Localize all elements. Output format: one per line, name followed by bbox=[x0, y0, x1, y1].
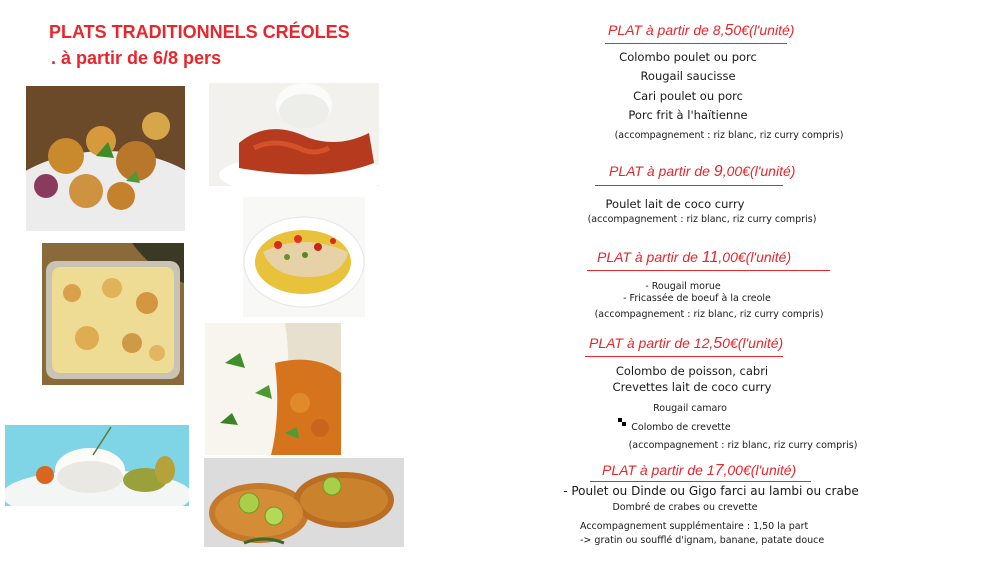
accompaniment-note: (accompagnement : riz blanc, riz curry compris) bbox=[587, 214, 817, 225]
accompaniment-note: (accompagnement : riz blanc, riz curry compris) bbox=[594, 309, 824, 320]
price-header-17-00: PLAT à partir de 17,00€(l'unité) bbox=[602, 462, 797, 479]
page-title: PLATS TRADITIONNELS CRÉOLES bbox=[49, 22, 350, 42]
menu-item: Poulet lait de coco curry bbox=[605, 197, 745, 211]
rice-curry-herbs-photo bbox=[205, 323, 341, 455]
accompaniment-note: (accompagnement : riz blanc, riz curry compris) bbox=[614, 130, 844, 141]
menu-item: Colombo poulet ou porc bbox=[619, 50, 757, 64]
menu-item: Rougail saucisse bbox=[640, 69, 736, 83]
header-underline bbox=[585, 356, 783, 357]
header-underline bbox=[587, 270, 830, 271]
rice-peppers-plate-photo bbox=[5, 425, 189, 506]
header-underline bbox=[595, 185, 783, 186]
rougail-rice-plate-photo bbox=[209, 83, 379, 186]
header-underline bbox=[590, 481, 811, 482]
menu-item: - Fricassée de boeuf à la creole bbox=[623, 293, 771, 304]
chicken-tomato-rice-photo bbox=[243, 197, 365, 317]
menu-item: Dombré de crabes ou crevette bbox=[612, 502, 758, 513]
header-underline bbox=[605, 43, 787, 44]
menu-item: Porc frit à l'haïtienne bbox=[628, 108, 748, 122]
fried-accras-plate-photo bbox=[26, 86, 185, 231]
menu-item: Crevettes lait de coco curry bbox=[612, 380, 772, 394]
supplement-line: Accompagnement supplémentaire : 1,50 la part bbox=[580, 521, 809, 532]
accompaniment-note: (accompagnement : riz blanc, riz curry compris) bbox=[628, 440, 858, 451]
grilled-fish-lime-photo bbox=[204, 458, 404, 547]
menu-item: - Rougail morue bbox=[645, 281, 721, 292]
menu-item: -> gratin ou soufflé d'ignam, banane, patate douce bbox=[580, 535, 825, 546]
menu-item: Rougail camaro bbox=[653, 403, 727, 414]
price-header-8-50: PLAT à partir de 8,50€(l'unité) bbox=[608, 22, 795, 39]
price-header-12-50: PLAT à partir de 12,50€(l'unité) bbox=[589, 335, 784, 352]
price-header-9-00: PLAT à partir de 9,00€(l'unité) bbox=[609, 163, 796, 180]
page-subtitle: . à partir de 6/8 pers bbox=[51, 48, 222, 68]
menu-item: Colombo de poisson, cabri bbox=[615, 364, 769, 378]
gratin-dish-photo bbox=[42, 243, 184, 385]
supplement-price: 1,50 la part bbox=[753, 521, 809, 532]
menu-item: Colombo de crevette bbox=[631, 422, 731, 433]
bullet-marker bbox=[622, 422, 626, 426]
price-header-11-00: PLAT à partir de 11,00€(l'unité) bbox=[597, 249, 792, 266]
menu-item: Cari poulet ou porc bbox=[633, 89, 743, 103]
menu-item: - Poulet ou Dinde ou Gigo farci au lambi ou crabe bbox=[563, 484, 859, 498]
